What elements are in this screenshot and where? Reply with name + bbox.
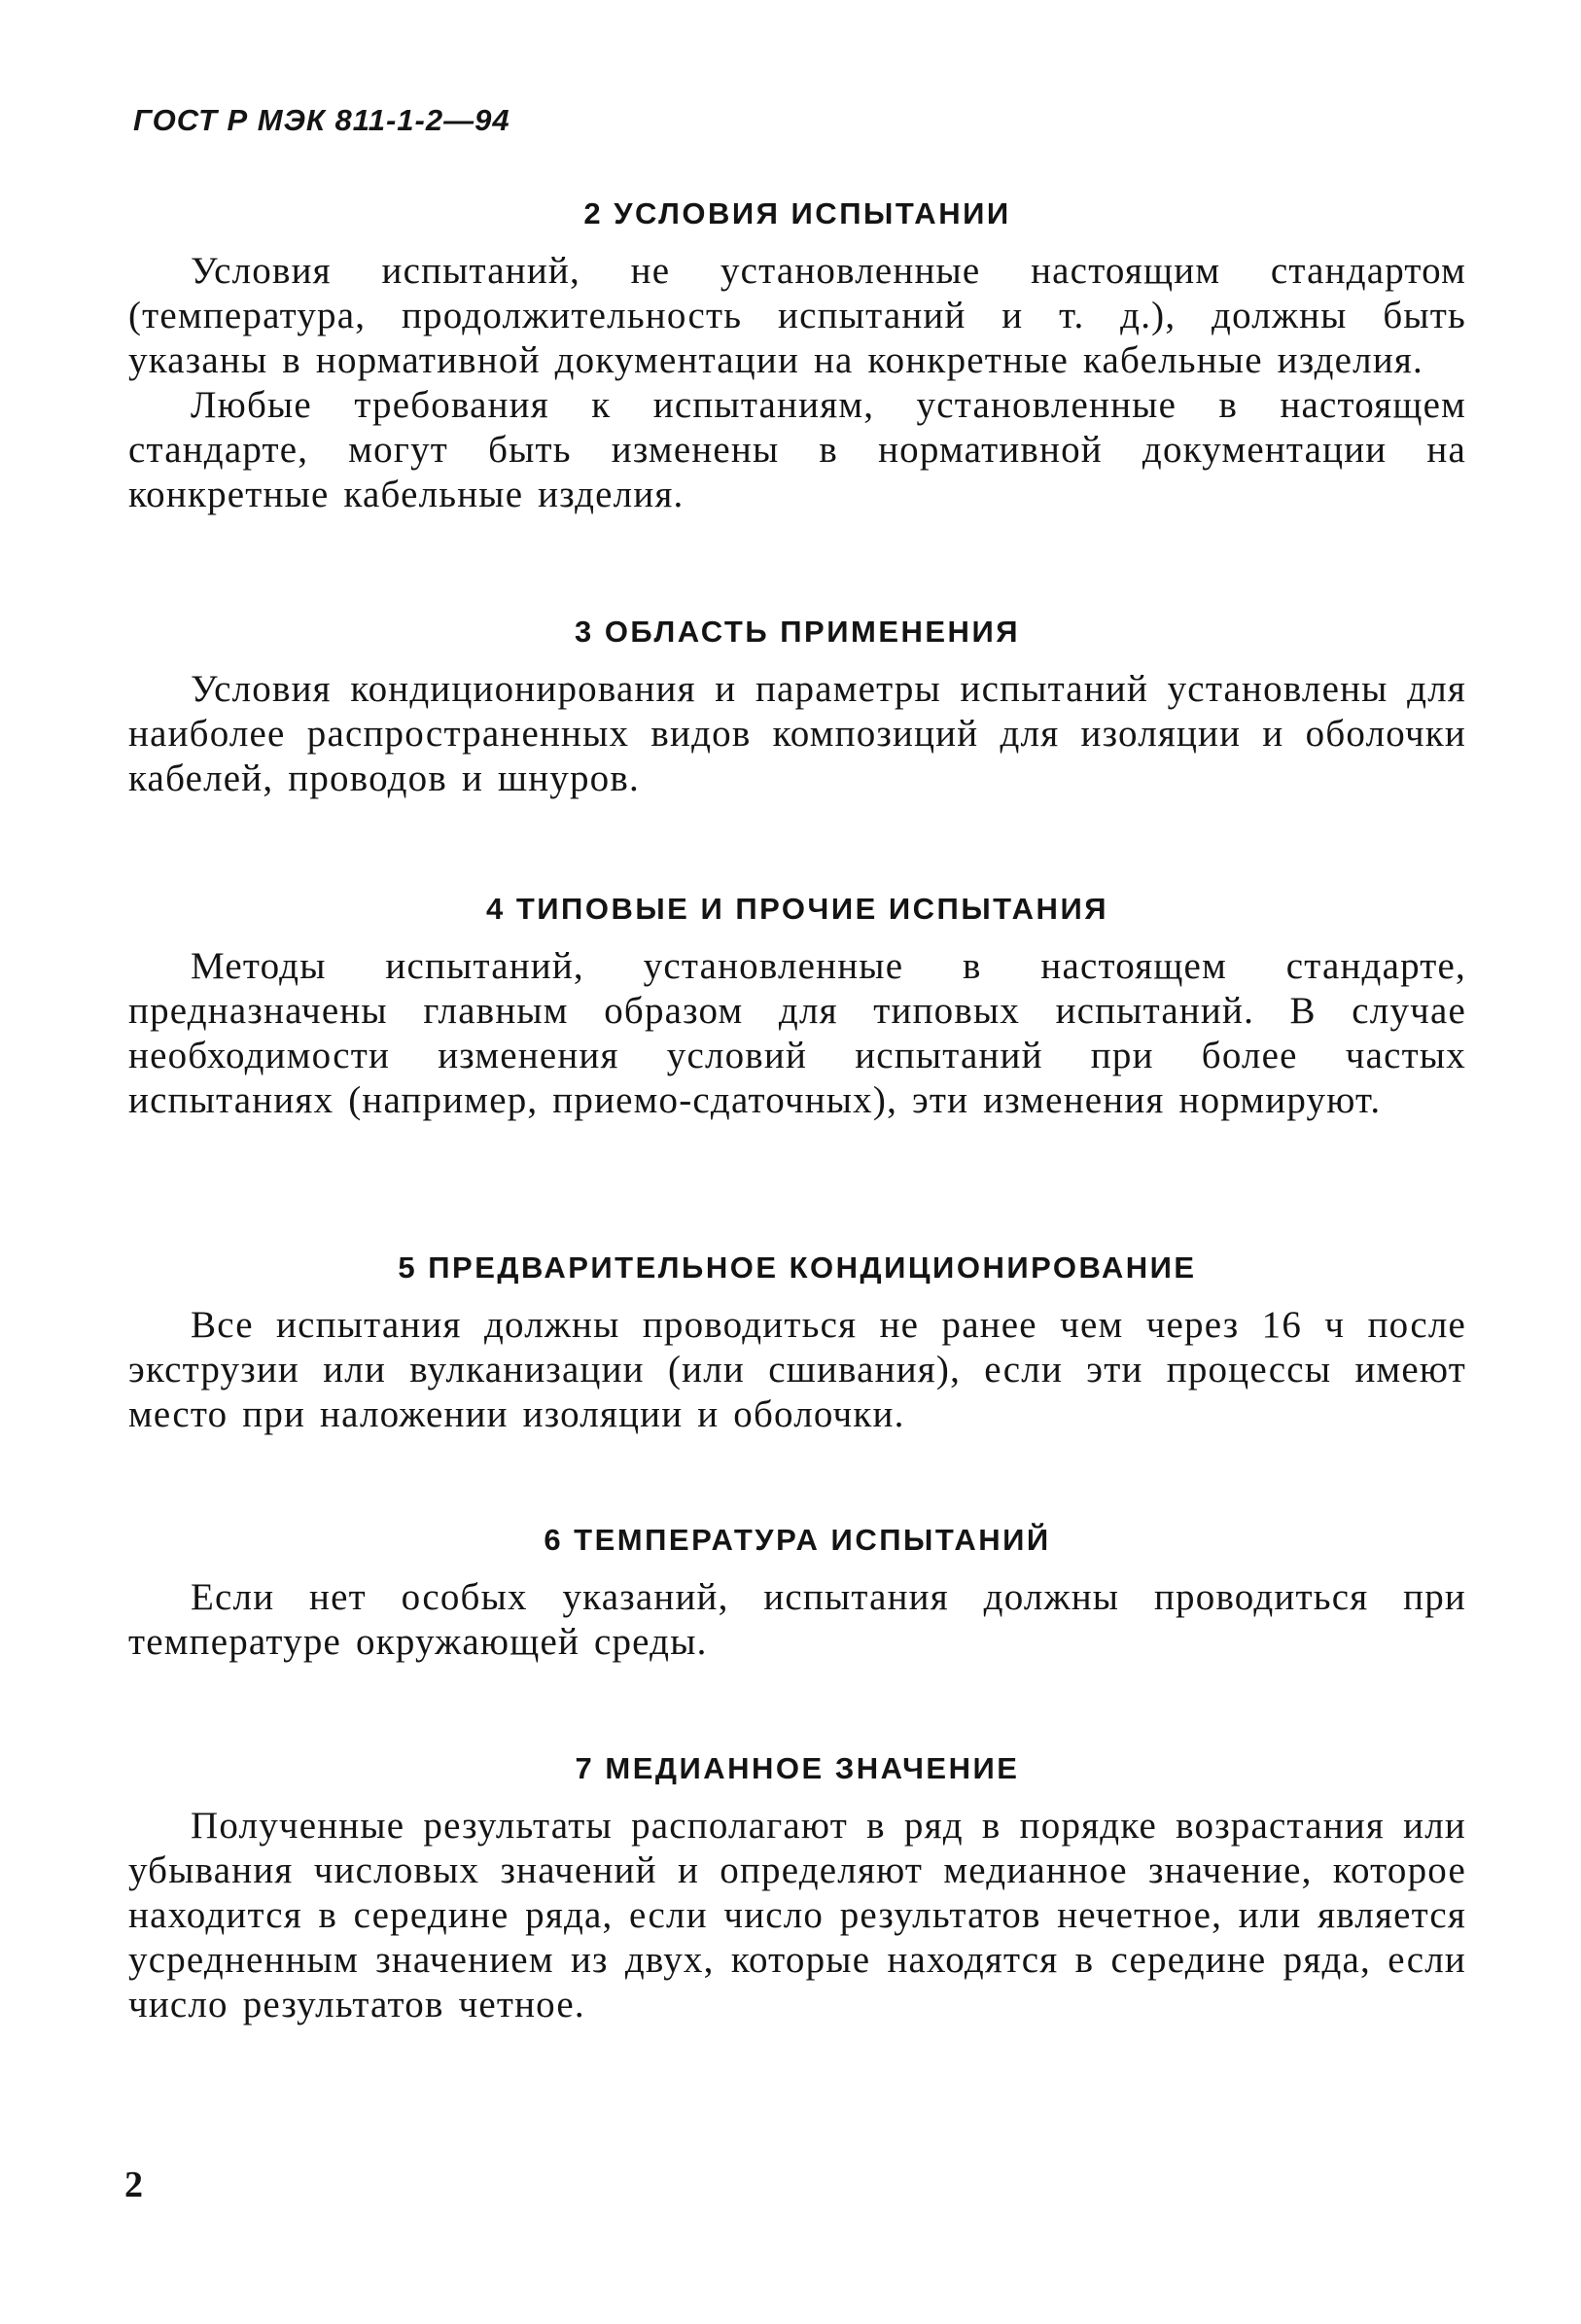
- section-2-test-conditions: [128, 193, 1466, 517]
- section-heading: 5 ПРЕДВАРИТЕЛЬНОЕ КОНДИЦИОНИРОВАНИЕ: [398, 1250, 1197, 1285]
- section-7-median-value: [128, 1747, 1466, 2027]
- section-paragraph: Полученные результаты располагают в ряд в порядке возрастания или убывания числовых значений и определяют медианное значение, которое находится в середине ряда, если число результатов нечетное, или является усредненным значением из двух, которые находятся в середине ряда, если число результатов четное.: [128, 1805, 1466, 2025]
- section-heading: 7 МЕДИАННОЕ ЗНАЧЕНИЕ: [575, 1751, 1020, 1785]
- section-heading: 6 ТЕМПЕРАТУРА ИСПЫТАНИЙ: [544, 1523, 1051, 1557]
- section-heading: 3 ОБЛАСТЬ ПРИМЕНЕНИЯ: [574, 615, 1021, 649]
- page-number: 2: [124, 2165, 143, 2205]
- section-4-type-tests: [128, 888, 1466, 1123]
- section-heading: 4 ТИПОВЫЕ И ПРОЧИЕ ИСПЫТАНИЯ: [485, 892, 1109, 926]
- standard-header: ГОСТ Р МЭК 811-1-2—94: [133, 103, 510, 137]
- section-paragraph: Методы испытаний, установленные в настоящем стандарте, предназначены главным образом для типовых испытаний. В случае необходимости изменения условий испытаний при более частых испытаниях (например, приемо-сдаточных), эти изменения нормируют.: [128, 945, 1466, 1121]
- section-paragraph: Все испытания должны проводиться не ранее чем через 16 ч после экструзии или вулканизации (или сшивания), если эти процессы имеют место при наложении изоляции и оболочки.: [128, 1304, 1466, 1435]
- section-paragraph: Условия кондиционирования и параметры испытаний установлены для наиболее распространенных видов композиций для изоляции и оболочки кабелей, проводов и шнуров.: [128, 668, 1466, 799]
- section-5-preconditioning: [128, 1247, 1466, 1437]
- section-paragraph: Условия испытаний, не установленные настоящим стандартом (температура, продолжительность испытаний и т. д.), должны быть указаны в нормативной документации на конкретные кабельные изделия.: [128, 250, 1466, 381]
- section-paragraph: Если нет особых указаний, испытания должны проводиться при температуре окружающей среды.: [128, 1576, 1466, 1663]
- section-3-scope: [128, 611, 1466, 801]
- section-6-test-temperature: [128, 1519, 1466, 1665]
- section-paragraph: Любые требования к испытаниям, установленные в настоящем стандарте, могут быть изменены в нормативной документации на конкретные кабельные изделия.: [128, 384, 1466, 515]
- section-heading: 2 УСЛОВИЯ ИСПЫТАНИИ: [583, 196, 1011, 230]
